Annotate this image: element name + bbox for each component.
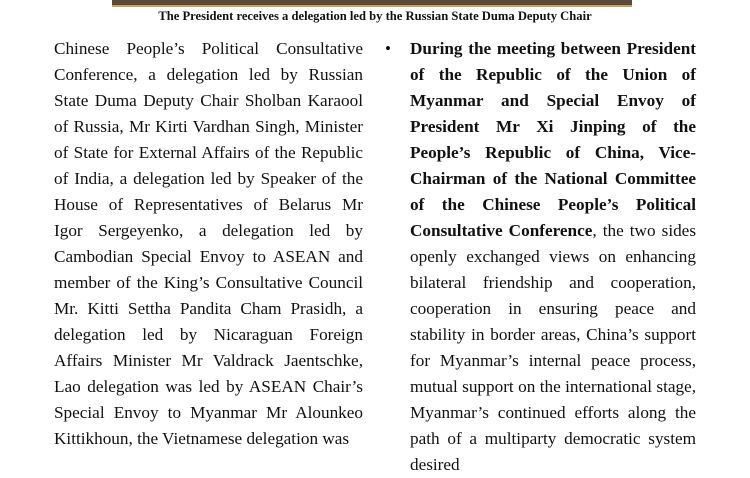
article-column-right xyxy=(410,36,697,474)
article-paragraph-left: Chinese People’s Political Consultative Conference, a delegation led by Russian State Duma Deputy Chair Sholban Karaool of Russia, Mr Kirti Vardhan Singh, Minister of State for External Affairs of the Republic of India, a delegation led by Speaker of the House of Representatives of Belarus Mr Igor Sergeyenko, a delegation led by Cambodian Special Envoy to ASEAN and member of the King’s Consultative Council Mr. Kitti Settha Pandita Cham Prasidh, a delegation led by Nicaraguan Foreign Affairs Minister Mr Valdrack Jaentschke, Lao delegation was led by ASEAN Chair’s Special Envoy to Myanmar Mr Alounkeo Kittikhoun, the Vietnamese delegation was xyxy=(54,39,363,448)
bold-lead-text: During the meeting between President of the Republic of the Union of Myanmar and Special Envoy of President Mr Xi Jinping of the People’s Republic of China, Vice-Chairman of the National Committee of the Chinese People’s Political Consultative Conference xyxy=(410,39,696,240)
article-paragraph-right: , the two sides openly exchanged views on enhancing bilateral friendship and cooperation, cooperation in ensuring peace and stability in border areas, China’s support for Myanmar’s internal peace process, mutual support on the international stage, Myanmar’s continued efforts along the path of a multiparty democratic system desired xyxy=(410,221,697,474)
article-column-left xyxy=(54,36,363,460)
news-photo xyxy=(112,0,632,7)
photo-caption: The President receives a delegation led by the Russian State Duma Deputy Chair xyxy=(158,9,592,23)
bullet-point: • xyxy=(385,39,391,58)
